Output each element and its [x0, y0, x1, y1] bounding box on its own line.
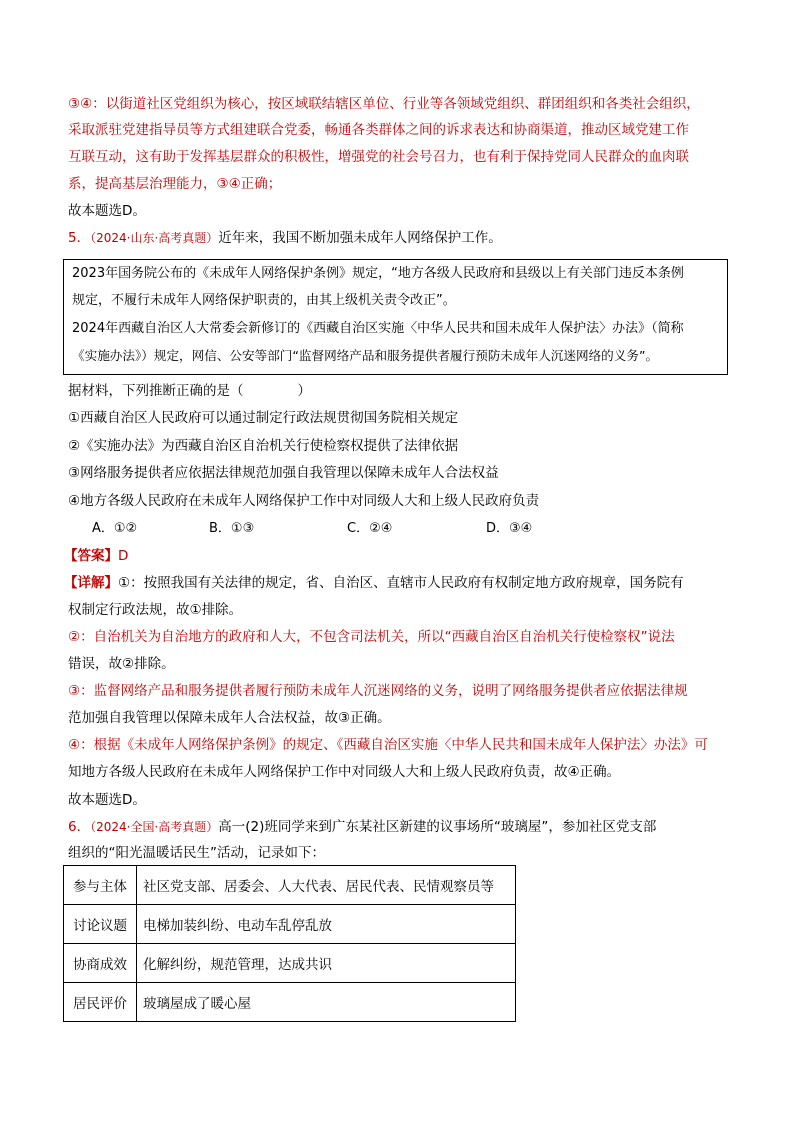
- answer-value: D: [118, 548, 129, 564]
- table-row: [64, 944, 516, 983]
- analysis-line: 系，提高基层治理能力，③④正确；: [68, 176, 282, 192]
- option-c: C．②④: [347, 521, 393, 536]
- detail-line: 权制定行政法规，故①排除。: [68, 602, 243, 618]
- detail-line: [64, 573, 684, 593]
- table-row: [64, 905, 516, 944]
- analysis-line: 互联互动，这有助于发挥基层群众的积极性，增强党的社会号召力，也有利于保持党同人民群众的血肉联: [68, 149, 689, 165]
- table-key: 协商成效: [64, 944, 137, 983]
- table-row: [64, 866, 516, 905]
- detail-line: 知地方各级人民政府在未成年人网络保护工作中对同级人大和上级人民政府负责，故④正确。: [68, 764, 621, 780]
- question-source: （2024·全国·高考真题）: [90, 820, 219, 834]
- question-stem: 高一(2)班同学来到广东某社区新建的议事场所“玻璃屋”，参加社区党支部: [218, 819, 657, 835]
- table-key: 讨论议题: [64, 905, 137, 944]
- statement: ②《实施办法》为西藏自治区自治机关行使检察权提供了法律依据: [68, 438, 459, 454]
- material-box: [63, 259, 728, 375]
- conclusion-line: 故本题选D。: [68, 203, 146, 219]
- statement: ③网络服务提供者应依据法律规范加强自我管理以保障未成年人合法权益: [68, 465, 499, 481]
- option-b: B．①③: [209, 521, 255, 536]
- answer-line: [64, 546, 128, 566]
- detail-line: 错误，故②排除。: [68, 656, 175, 672]
- material-line: 2024年西藏自治区人大常委会新修订的《西藏自治区实施〈中华人民共和国未成年人保护法〉办法》（简称: [72, 321, 684, 336]
- option-d: D．③④: [486, 521, 533, 536]
- detail-line: 范加强自我管理以保障未成年人合法权益，故③正确。: [68, 710, 391, 726]
- table-value: 电梯加装纠纷、电动车乱停乱放: [137, 905, 516, 944]
- analysis-line: ③④：以街道社区党组织为核心，按区域联结辖区单位、行业等各领域党组织、群团组织和各类社会组织，: [68, 96, 700, 112]
- question-6-header: [68, 817, 656, 837]
- detail-label: 【详解】: [64, 575, 118, 591]
- detail-line: ③：监督网络产品和服务提供者履行预防未成年人沉迷网络的义务，说明了网络服务提供者应依据法律规: [68, 683, 688, 699]
- table-key: 参与主体: [64, 866, 137, 905]
- statement: ④地方各级人民政府在未成年人网络保护工作中对同级人大和上级人民政府负责: [68, 493, 540, 509]
- analysis-line: 采取派驻党建指导员等方式组建联合党委，畅通各类群体之间的诉求表达和协商渠道，推动区域党建工作: [68, 122, 689, 138]
- material-line: 规定，不履行未成年人网络保护职责的，由其上级机关责令改正”。: [72, 293, 456, 308]
- detail-text: ①：按照我国有关法律的规定，省、自治区、直辖市人民政府有权制定地方政府规章，国务院有: [118, 575, 684, 591]
- question-stem: 近年来，我国不断加强未成年人网络保护工作。: [218, 230, 502, 246]
- conclusion-line: 故本题选D。: [68, 792, 146, 808]
- material-line: 2023年国务院公布的《未成年人网络保护条例》规定，“地方各级人民政府和县级以上有关部门违反本条例: [72, 266, 684, 281]
- question-5-header: [68, 228, 502, 248]
- detail-line: ②：自治机关为自治地方的政府和人大，不包含司法机关，所以“西藏自治区自治机关行使检察权”说法: [68, 629, 675, 645]
- answer-label: 【答案】: [64, 548, 118, 564]
- table-value: 社区党支部、居委会、人大代表、居民代表、民情观察员等: [137, 866, 516, 905]
- table-row: [64, 983, 516, 1022]
- question-number: 6．: [68, 819, 91, 835]
- option-a: A．①②: [92, 521, 138, 536]
- question-number: 5．: [68, 230, 91, 246]
- material-line: 《实施办法》）规定，网信、公安等部门“监督网络产品和服务提供者履行预防未成年人沉迷网络的义务”。: [72, 348, 659, 363]
- table-value: 化解纠纷，规范管理，达成共识: [137, 944, 516, 983]
- detail-line: ④：根据《未成年人网络保护条例》的规定、《西藏自治区实施〈中华人民共和国未成年人保护法〉办法》可: [68, 737, 708, 753]
- question-stem-line: 组织的“阳光温暖话民生”活动，记录如下：: [68, 845, 325, 861]
- table-key: 居民评价: [64, 983, 137, 1022]
- question-source: （2024·山东·高考真题）: [90, 231, 219, 245]
- question-prompt: 据材料，下列推断正确的是（ ）: [68, 383, 311, 399]
- table-value: 玻璃屋成了暖心屋: [137, 983, 516, 1022]
- statement: ①西藏自治区人民政府可以通过制定行政法规贯彻国务院相关规定: [68, 410, 459, 426]
- record-table: [63, 865, 516, 1022]
